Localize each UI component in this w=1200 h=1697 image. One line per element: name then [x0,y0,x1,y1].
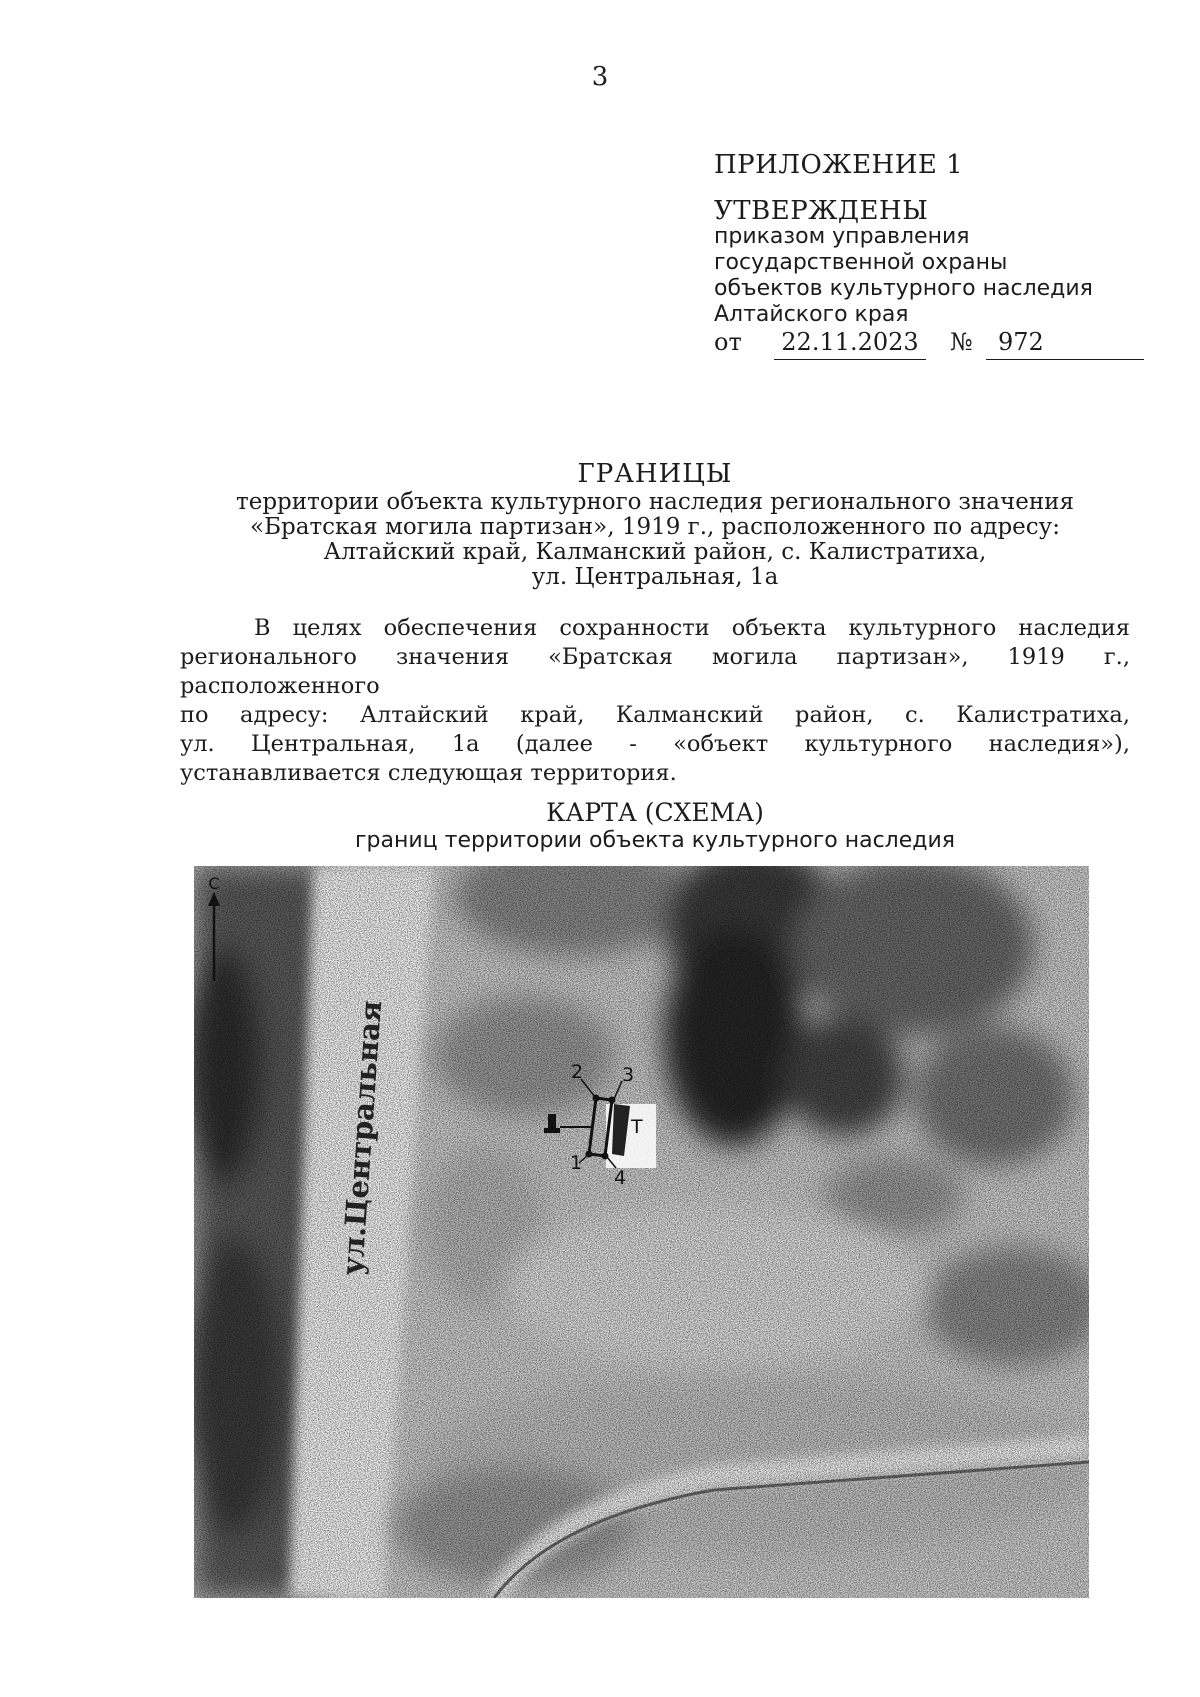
north-label: С [208,874,220,893]
body-line: В целях обеспечения сохранности объекта культурного наследия [254,615,1130,641]
date-prefix: от [714,328,742,356]
street-label: ул.Центральная [335,999,389,1277]
approval-line: государственной охраны [714,250,1008,275]
point-label-2: 2 [571,1061,584,1083]
title-line: «Братская могила партизан», 1919 г., расположенного по адресу: [250,514,1060,540]
body-line: по адресу: Алтайский край, Калманский район, с. Калистратиха, [180,702,1130,728]
title-line: территории объекта культурного наследия регионального значения [236,489,1074,515]
approval-authority [714,224,1093,328]
body-line: устанавливается следующая территория. [180,760,677,786]
approval-line: приказом управления [714,224,970,249]
map-subtitle: границ территории объекта культурного наследия [354,828,956,853]
number-sign: № [950,328,973,356]
title-line: ул. Центральная, 1а [531,564,779,590]
appendix-label: ПРИЛОЖЕНИЕ 1 [714,150,964,180]
point-label-3: 3 [622,1064,635,1086]
page-number: 3 [591,62,609,92]
point-label-1: 1 [570,1152,583,1174]
approval-line: Алтайского края [714,302,909,327]
map-title: КАРТА (СХЕМА) [546,798,764,827]
point-label-4: 4 [614,1167,627,1189]
approved-label: УТВЕРЖДЕНЫ [714,196,929,226]
document-title [170,458,1140,590]
order-date-number [714,328,1144,362]
approval-line: объектов культурного наследия [714,276,1093,301]
body-line: регионального значения «Братская могила партизан», 1919 г., расположенного [180,644,1130,699]
order-number: 972 [986,328,1144,360]
body-line: ул. Центральная, 1а (далее - «объект культурного наследия»), [180,731,1130,757]
marker-label: Т [631,1116,643,1138]
body-paragraph [180,614,1130,788]
order-date: 22.11.2023 [774,328,926,360]
title-heading: ГРАНИЦЫ [577,459,733,489]
title-line: Алтайский край, Калманский район, с. Калистратиха, [323,539,987,565]
aerial-map [194,866,1089,1598]
map-heading [170,798,1140,854]
